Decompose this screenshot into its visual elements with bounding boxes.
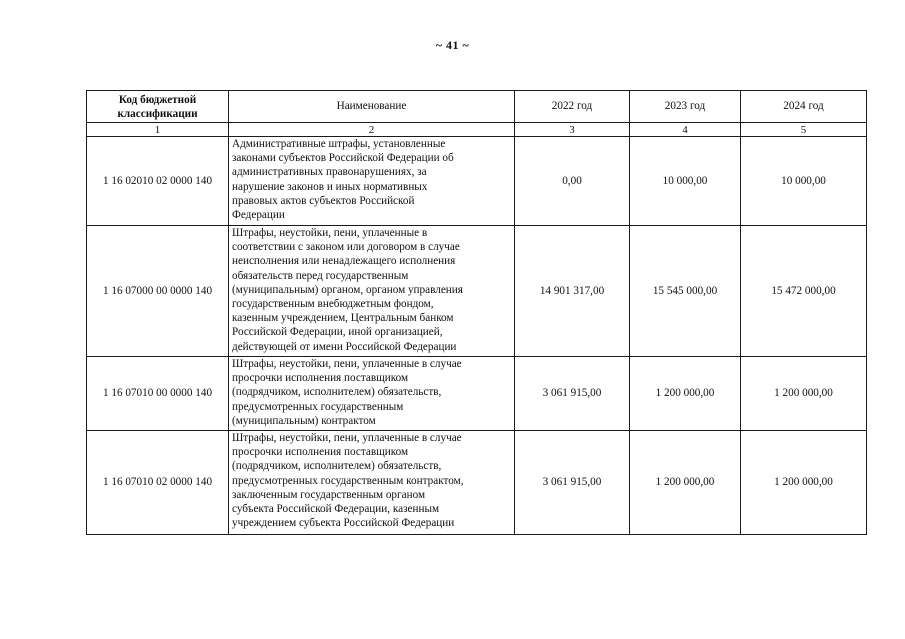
name-line: обязательств перед государственным bbox=[232, 269, 409, 282]
table-header-row bbox=[87, 91, 867, 123]
amount-2023-cell: 1 200 000,00 bbox=[630, 431, 741, 535]
header-year-2023: 2023 год bbox=[630, 91, 741, 123]
name-line: предусмотренных государственным bbox=[232, 400, 404, 413]
table-row bbox=[87, 137, 867, 226]
header-year-2022: 2022 год bbox=[515, 91, 630, 123]
column-number: 3 bbox=[515, 123, 630, 137]
amount-2022-cell: 0,00 bbox=[515, 137, 630, 226]
name-line: Штрафы, неустойки, пени, уплаченные в случае bbox=[232, 432, 462, 444]
amount-2023-cell: 1 200 000,00 bbox=[630, 357, 741, 431]
name-line: государственным внебюджетным фондом, bbox=[232, 298, 434, 311]
amount-2022-cell: 3 061 915,00 bbox=[515, 357, 630, 431]
name-line: предусмотренных государственным контрактом, bbox=[232, 474, 464, 487]
name-cell bbox=[229, 137, 515, 226]
table-row bbox=[87, 226, 867, 357]
name-cell bbox=[229, 431, 515, 535]
column-number: 4 bbox=[630, 123, 741, 137]
name-line: Федерации bbox=[232, 209, 285, 222]
name-line: Штрафы, неустойки, пени, уплаченные в случае bbox=[232, 358, 462, 370]
name-line: (муниципальным) контрактом bbox=[232, 414, 376, 427]
column-number: 1 bbox=[87, 123, 229, 137]
amount-2023-cell: 15 545 000,00 bbox=[630, 226, 741, 357]
budget-code-cell: 1 16 07010 00 0000 140 bbox=[87, 357, 229, 431]
budget-revenue-table bbox=[86, 90, 867, 535]
name-line: (муниципальным) органом, органом управления bbox=[232, 283, 463, 296]
name-line: Российской Федерации, иной организацией, bbox=[232, 326, 443, 339]
name-line: правовых актов субъектов Российской bbox=[232, 194, 415, 207]
amount-2024-cell: 1 200 000,00 bbox=[741, 431, 867, 535]
header-budget-code: Код бюджетной классификации bbox=[87, 91, 229, 123]
name-line: (подрядчиком, исполнителем) обязательств, bbox=[232, 386, 442, 399]
name-line: субъекта Российской Федерации, казенным bbox=[232, 503, 440, 516]
name-line: нарушение законов и иных нормативных bbox=[232, 180, 428, 193]
name-line: административных правонарушениях, за bbox=[232, 166, 427, 179]
amount-2024-cell: 10 000,00 bbox=[741, 137, 867, 226]
amount-2024-cell: 1 200 000,00 bbox=[741, 357, 867, 431]
amount-2022-cell: 14 901 317,00 bbox=[515, 226, 630, 357]
column-number: 5 bbox=[741, 123, 867, 137]
table-row bbox=[87, 357, 867, 431]
name-line: учреждением субъекта Российской Федерации bbox=[232, 517, 455, 530]
table-row bbox=[87, 431, 867, 535]
budget-code-cell: 1 16 02010 02 0000 140 bbox=[87, 137, 229, 226]
column-number-row bbox=[87, 123, 867, 137]
amount-2023-cell: 10 000,00 bbox=[630, 137, 741, 226]
name-line: соответствии с законом или договором в случае bbox=[232, 241, 460, 254]
name-cell bbox=[229, 357, 515, 431]
name-line: Штрафы, неустойки, пени, уплаченные в bbox=[232, 227, 428, 239]
budget-code-cell: 1 16 07010 02 0000 140 bbox=[87, 431, 229, 535]
name-line: просрочки исполнения поставщиком bbox=[232, 372, 409, 385]
amount-2024-cell: 15 472 000,00 bbox=[741, 226, 867, 357]
page-number: ~ 41 ~ bbox=[435, 38, 470, 52]
name-line: действующей от имени Российской Федерации bbox=[232, 340, 457, 353]
name-line: казенным учреждением, Центральным банком bbox=[232, 312, 454, 325]
name-line: Административные штрафы, установленные bbox=[232, 138, 446, 150]
name-line: законами субъектов Российской Федерации об bbox=[232, 152, 454, 165]
name-line: заключенным государственным органом bbox=[232, 488, 426, 501]
header-name: Наименование bbox=[229, 91, 515, 123]
budget-code-cell: 1 16 07000 00 0000 140 bbox=[87, 226, 229, 357]
amount-2022-cell: 3 061 915,00 bbox=[515, 431, 630, 535]
name-line: (подрядчиком, исполнителем) обязательств, bbox=[232, 460, 442, 473]
name-line: просрочки исполнения поставщиком bbox=[232, 446, 409, 459]
column-number: 2 bbox=[229, 123, 515, 137]
name-line: неисполнения или ненадлежащего исполнения bbox=[232, 255, 456, 268]
name-cell bbox=[229, 226, 515, 357]
header-year-2024: 2024 год bbox=[741, 91, 867, 123]
